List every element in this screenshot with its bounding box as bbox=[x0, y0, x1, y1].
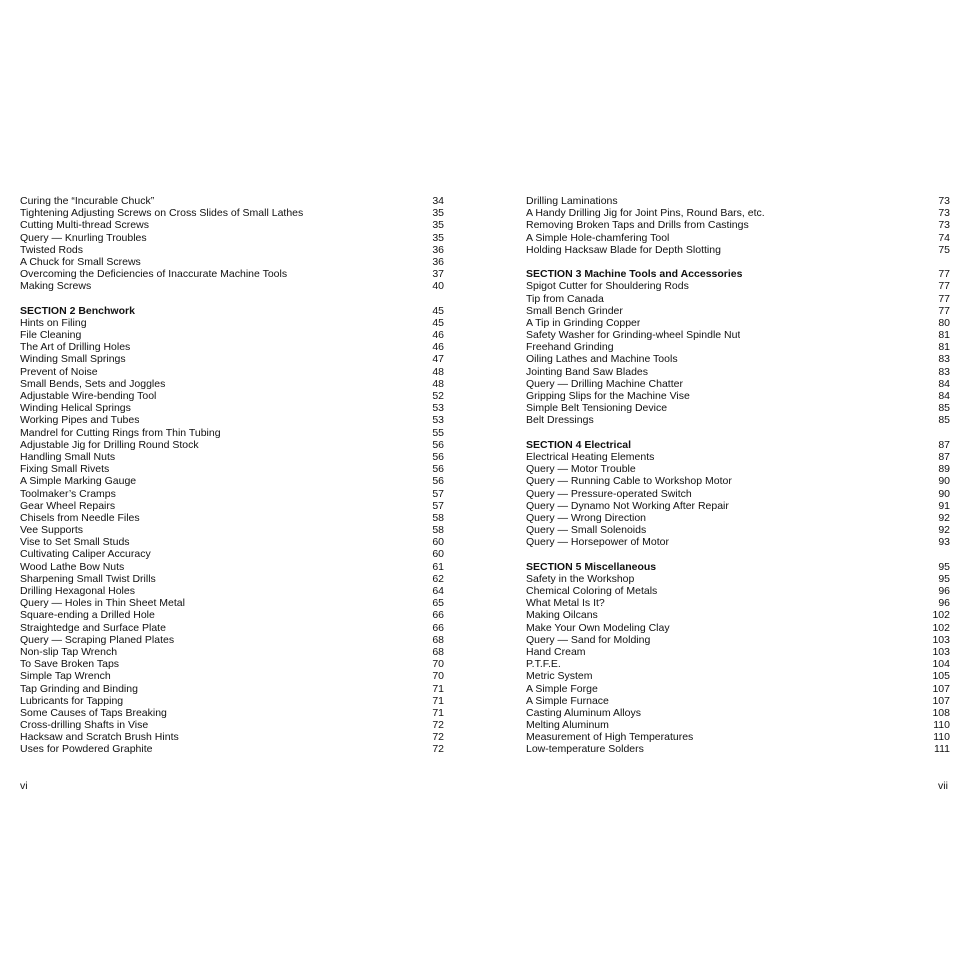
toc-entry bbox=[20, 670, 444, 682]
entry-title: Vise to Set Small Studs bbox=[20, 536, 130, 549]
entry-page-number: 73 bbox=[938, 207, 950, 220]
entry-page-number: 84 bbox=[938, 377, 950, 390]
entry-page-number: 84 bbox=[938, 390, 950, 402]
toc-entry bbox=[20, 451, 444, 463]
entry-title: Simple Tap Wrench bbox=[20, 670, 111, 683]
toc-entry bbox=[20, 317, 444, 329]
entry-page-number: 77 bbox=[938, 304, 950, 317]
entry-title: Query — Running Cable to Workshop Motor bbox=[526, 475, 732, 488]
section-title: SECTION 3 Machine Tools and Accessories bbox=[526, 268, 743, 281]
entry-title: Removing Broken Taps and Drills from Castings bbox=[526, 219, 749, 232]
entry-page-number: 65 bbox=[432, 597, 444, 610]
entry-title: Jointing Band Saw Blades bbox=[526, 365, 648, 378]
entry-page-number: 85 bbox=[938, 414, 950, 427]
toc-entry bbox=[526, 609, 950, 621]
entry-page-number: 52 bbox=[432, 390, 444, 402]
entry-title: Query — Holes in Thin Sheet Metal bbox=[20, 597, 185, 610]
entry-title: Query — Drilling Machine Chatter bbox=[526, 377, 683, 390]
entry-title: Drilling Hexagonal Holes bbox=[20, 585, 135, 597]
toc-spacer bbox=[20, 293, 444, 305]
entry-title: Making Screws bbox=[20, 280, 92, 293]
entry-page-number: 66 bbox=[432, 621, 444, 634]
entry-page-number: 37 bbox=[432, 268, 444, 281]
entry-page-number: 95 bbox=[938, 560, 950, 573]
entry-page-number: 87 bbox=[938, 438, 950, 451]
toc-entry bbox=[20, 280, 444, 292]
entry-page-number: 93 bbox=[938, 536, 950, 549]
toc-entry bbox=[20, 207, 444, 219]
toc-entry bbox=[20, 475, 444, 487]
entry-title: Gripping Slips for the Machine Vise bbox=[526, 390, 690, 402]
toc-entry bbox=[526, 341, 950, 353]
entry-page-number: 91 bbox=[938, 499, 950, 512]
entry-page-number: 60 bbox=[432, 536, 444, 549]
toc-entry bbox=[20, 256, 444, 268]
entry-title: Square-ending a Drilled Hole bbox=[20, 609, 155, 622]
entry-title: Query — Sand for Molding bbox=[526, 633, 651, 646]
entry-title: Mandrel for Cutting Rings from Thin Tubing bbox=[20, 426, 221, 439]
toc-list-right bbox=[526, 195, 950, 756]
entry-title: Curing the “Incurable Chuck” bbox=[20, 195, 155, 207]
toc-entry bbox=[526, 244, 950, 256]
entry-page-number: 77 bbox=[938, 280, 950, 293]
toc-entry bbox=[20, 573, 444, 585]
toc-entry bbox=[20, 561, 444, 573]
toc-entry bbox=[526, 743, 950, 755]
toc-entry bbox=[20, 622, 444, 634]
entry-page-number: 56 bbox=[432, 463, 444, 476]
entry-title: A Simple Marking Gauge bbox=[20, 475, 137, 488]
entry-title: Fixing Small Rivets bbox=[20, 463, 110, 476]
toc-entry bbox=[20, 646, 444, 658]
entry-title: Query — Small Solenoids bbox=[526, 524, 647, 537]
toc-entry bbox=[526, 536, 950, 548]
entry-page-number: 46 bbox=[432, 329, 444, 342]
entry-page-number: 34 bbox=[432, 195, 444, 207]
entry-title: Uses for Powdered Graphite bbox=[20, 743, 153, 756]
entry-title: Lubricants for Tapping bbox=[20, 694, 124, 707]
toc-entry bbox=[526, 622, 950, 634]
entry-page-number: 107 bbox=[932, 694, 950, 707]
entry-page-number: 40 bbox=[432, 280, 444, 293]
entry-title: Safety in the Workshop bbox=[526, 572, 635, 585]
entry-page-number: 75 bbox=[938, 243, 950, 256]
entry-title: Hand Cream bbox=[526, 645, 586, 658]
entry-page-number: 60 bbox=[432, 548, 444, 561]
toc-entry bbox=[20, 524, 444, 536]
entry-page-number: 71 bbox=[432, 682, 444, 695]
entry-title: Freehand Grinding bbox=[526, 341, 614, 354]
toc-entry bbox=[526, 573, 950, 585]
entry-page-number: 73 bbox=[938, 195, 950, 207]
toc-section-heading bbox=[526, 439, 950, 451]
entry-page-number: 90 bbox=[938, 475, 950, 488]
entry-page-number: 71 bbox=[432, 694, 444, 707]
toc-entry bbox=[526, 232, 950, 244]
entry-page-number: 62 bbox=[432, 572, 444, 585]
toc-spacer bbox=[526, 427, 950, 439]
toc-entry bbox=[20, 268, 444, 280]
entry-title: A Tip in Grinding Copper bbox=[526, 316, 641, 329]
toc-entry bbox=[20, 390, 444, 402]
entry-page-number: 70 bbox=[432, 670, 444, 683]
toc-entry bbox=[526, 719, 950, 731]
entry-title: Query — Wrong Direction bbox=[526, 511, 647, 524]
toc-entry bbox=[20, 219, 444, 231]
entry-page-number: 89 bbox=[938, 463, 950, 476]
toc-section-heading bbox=[526, 268, 950, 280]
toc-entry bbox=[20, 329, 444, 341]
toc-entry bbox=[526, 683, 950, 695]
entry-title: Hints on Filing bbox=[20, 316, 87, 329]
toc-entry bbox=[20, 488, 444, 500]
entry-page-number: 70 bbox=[432, 658, 444, 671]
entry-title: Some Causes of Taps Breaking bbox=[20, 706, 167, 719]
section-title: SECTION 4 Electrical bbox=[526, 438, 632, 451]
entry-page-number: 74 bbox=[938, 231, 950, 244]
entry-page-number: 58 bbox=[432, 524, 444, 537]
entry-title: Metric System bbox=[526, 670, 593, 683]
entry-title: Query — Horsepower of Motor bbox=[526, 536, 669, 549]
entry-title: Melting Aluminum bbox=[526, 719, 609, 732]
toc-section-heading bbox=[20, 305, 444, 317]
entry-title: Query — Pressure-operated Switch bbox=[526, 487, 692, 500]
toc-entry bbox=[20, 695, 444, 707]
toc-entry bbox=[20, 634, 444, 646]
entry-title: Belt Dressings bbox=[526, 414, 594, 427]
entry-title: Oiling Lathes and Machine Tools bbox=[526, 353, 678, 366]
entry-title: Working Pipes and Tubes bbox=[20, 414, 140, 427]
toc-entry bbox=[526, 317, 950, 329]
entry-page-number: 68 bbox=[432, 645, 444, 658]
toc-entry bbox=[526, 305, 950, 317]
toc-entry bbox=[20, 707, 444, 719]
entry-page-number: 45 bbox=[432, 316, 444, 329]
entry-page-number: 66 bbox=[432, 609, 444, 622]
entry-page-number: 96 bbox=[938, 597, 950, 610]
toc-entry bbox=[526, 219, 950, 231]
entry-page-number: 103 bbox=[932, 633, 950, 646]
toc-entry bbox=[526, 524, 950, 536]
entry-page-number: 68 bbox=[432, 633, 444, 646]
toc-entry bbox=[20, 512, 444, 524]
entry-page-number: 105 bbox=[932, 670, 950, 683]
section-title: SECTION 5 Miscellaneous bbox=[526, 560, 657, 573]
entry-page-number: 64 bbox=[432, 585, 444, 597]
entry-title: Cutting Multi-thread Screws bbox=[20, 219, 149, 232]
entry-page-number: 102 bbox=[932, 609, 950, 622]
toc-entry bbox=[20, 683, 444, 695]
entry-page-number: 48 bbox=[432, 365, 444, 378]
toc-entry bbox=[20, 609, 444, 621]
entry-page-number: 73 bbox=[938, 219, 950, 232]
entry-page-number: 56 bbox=[432, 438, 444, 451]
toc-entry bbox=[526, 207, 950, 219]
entry-page-number: 36 bbox=[432, 243, 444, 256]
toc-entry bbox=[526, 329, 950, 341]
toc-entry bbox=[526, 280, 950, 292]
entry-page-number: 92 bbox=[938, 524, 950, 537]
toc-list-left bbox=[20, 195, 444, 756]
entry-page-number: 90 bbox=[938, 487, 950, 500]
entry-title: The Art of Drilling Holes bbox=[20, 341, 131, 354]
toc-entry bbox=[526, 585, 950, 597]
entry-page-number: 71 bbox=[432, 706, 444, 719]
entry-title: Chisels from Needle Files bbox=[20, 511, 140, 524]
toc-entry bbox=[20, 536, 444, 548]
toc-entry bbox=[526, 707, 950, 719]
entry-title: Straightedge and Surface Plate bbox=[20, 621, 166, 634]
entry-page-number: 35 bbox=[432, 231, 444, 244]
toc-spacer bbox=[526, 548, 950, 560]
toc-entry bbox=[526, 353, 950, 365]
toc-entry bbox=[526, 366, 950, 378]
entry-title: Handling Small Nuts bbox=[20, 450, 116, 463]
entry-title: Safety Washer for Grinding-wheel Spindle Nut bbox=[526, 329, 741, 342]
toc-entry bbox=[20, 341, 444, 353]
toc-entry bbox=[20, 743, 444, 755]
entry-title: Prevent of Noise bbox=[20, 365, 98, 378]
entry-title: Cross-drilling Shafts in Vise bbox=[20, 719, 149, 732]
toc-entry bbox=[526, 597, 950, 609]
entry-title: Toolmaker’s Cramps bbox=[20, 487, 116, 500]
entry-page-number: 111 bbox=[934, 743, 950, 756]
page-number-right: vii bbox=[938, 780, 948, 792]
entry-title: Small Bench Grinder bbox=[526, 304, 623, 317]
toc-entry bbox=[526, 670, 950, 682]
toc-entry bbox=[20, 378, 444, 390]
entry-title: Gear Wheel Repairs bbox=[20, 499, 116, 512]
toc-entry bbox=[20, 402, 444, 414]
toc-entry bbox=[20, 232, 444, 244]
toc-entry bbox=[526, 488, 950, 500]
toc-entry bbox=[526, 195, 950, 207]
entry-page-number: 57 bbox=[432, 499, 444, 512]
entry-title: Non-slip Tap Wrench bbox=[20, 645, 118, 658]
toc-entry bbox=[20, 244, 444, 256]
entry-title: P.T.F.E. bbox=[526, 658, 561, 671]
entry-title: Simple Belt Tensioning Device bbox=[526, 402, 668, 415]
entry-title: Electrical Heating Elements bbox=[526, 450, 655, 463]
page-number-left: vi bbox=[20, 780, 28, 792]
toc-entry bbox=[526, 390, 950, 402]
entry-title: Query — Dynamo Not Working After Repair bbox=[526, 499, 729, 512]
entry-page-number: 92 bbox=[938, 511, 950, 524]
section-title: SECTION 2 Benchwork bbox=[20, 304, 135, 317]
entry-page-number: 72 bbox=[432, 731, 444, 744]
entry-title: A Simple Furnace bbox=[526, 694, 609, 707]
entry-title: Make Your Own Modeling Clay bbox=[526, 621, 670, 634]
entry-page-number: 48 bbox=[432, 377, 444, 390]
toc-entry bbox=[526, 463, 950, 475]
toc-entry bbox=[526, 658, 950, 670]
entry-title: Adjustable Wire-bending Tool bbox=[20, 390, 157, 402]
entry-page-number: 85 bbox=[938, 402, 950, 415]
toc-entry bbox=[526, 475, 950, 487]
entry-title: A Simple Hole-chamfering Tool bbox=[526, 231, 670, 244]
toc-entry bbox=[526, 731, 950, 743]
entry-page-number: 87 bbox=[938, 450, 950, 463]
entry-title: Drilling Laminations bbox=[526, 195, 618, 207]
entry-page-number: 107 bbox=[932, 682, 950, 695]
toc-entry bbox=[526, 695, 950, 707]
entry-title: Chemical Coloring of Metals bbox=[526, 585, 658, 597]
right-page bbox=[526, 195, 950, 756]
entry-title: Query — Motor Trouble bbox=[526, 463, 636, 476]
toc-entry bbox=[20, 548, 444, 560]
toc-spacer bbox=[526, 256, 950, 268]
entry-page-number: 45 bbox=[432, 304, 444, 317]
entry-title: Low-temperature Solders bbox=[526, 743, 644, 756]
entry-title: Wood Lathe Bow Nuts bbox=[20, 560, 125, 573]
toc-entry bbox=[20, 427, 444, 439]
entry-page-number: 61 bbox=[432, 560, 444, 573]
entry-title: Measurement of High Temperatures bbox=[526, 731, 694, 744]
entry-page-number: 110 bbox=[933, 719, 950, 732]
entry-title: Winding Helical Springs bbox=[20, 402, 131, 415]
toc-entry bbox=[526, 512, 950, 524]
entry-page-number: 77 bbox=[938, 292, 950, 305]
entry-page-number: 102 bbox=[932, 621, 950, 634]
entry-title: Cultivating Caliper Accuracy bbox=[20, 548, 151, 561]
entry-page-number: 81 bbox=[938, 329, 950, 342]
entry-page-number: 35 bbox=[432, 219, 444, 232]
entry-page-number: 72 bbox=[432, 719, 444, 732]
entry-page-number: 57 bbox=[432, 487, 444, 500]
toc-entry bbox=[20, 658, 444, 670]
toc-entry bbox=[526, 414, 950, 426]
entry-page-number: 103 bbox=[932, 645, 950, 658]
toc-entry bbox=[526, 646, 950, 658]
toc-entry bbox=[20, 719, 444, 731]
entry-title: Sharpening Small Twist Drills bbox=[20, 572, 156, 585]
toc-entry bbox=[20, 585, 444, 597]
entry-title: Tip from Canada bbox=[526, 292, 604, 305]
entry-page-number: 72 bbox=[432, 743, 444, 756]
entry-title: What Metal Is It? bbox=[526, 597, 605, 610]
toc-entry bbox=[526, 451, 950, 463]
entry-page-number: 58 bbox=[432, 511, 444, 524]
entry-page-number: 80 bbox=[938, 316, 950, 329]
entry-title: Spigot Cutter for Shouldering Rods bbox=[526, 280, 689, 293]
entry-page-number: 81 bbox=[938, 341, 950, 354]
toc-entry bbox=[526, 378, 950, 390]
toc-entry bbox=[526, 500, 950, 512]
entry-title: Casting Aluminum Alloys bbox=[526, 706, 641, 719]
entry-page-number: 53 bbox=[432, 402, 444, 415]
entry-page-number: 46 bbox=[432, 341, 444, 354]
entry-page-number: 104 bbox=[932, 658, 950, 671]
entry-title: Query — Scraping Planed Plates bbox=[20, 633, 175, 646]
entry-title: To Save Broken Taps bbox=[20, 658, 120, 671]
toc-entry bbox=[20, 195, 444, 207]
entry-title: Overcoming the Deficiencies of Inaccurate Machine Tools bbox=[20, 268, 288, 281]
entry-page-number: 83 bbox=[938, 365, 950, 378]
entry-page-number: 55 bbox=[432, 426, 444, 439]
entry-title: Holding Hacksaw Blade for Depth Slotting bbox=[526, 243, 721, 256]
toc-entry bbox=[20, 731, 444, 743]
entry-page-number: 56 bbox=[432, 475, 444, 488]
entry-title: Hacksaw and Scratch Brush Hints bbox=[20, 731, 179, 744]
entry-page-number: 110 bbox=[933, 731, 950, 744]
entry-title: A Handy Drilling Jig for Joint Pins, Round Bars, etc. bbox=[526, 207, 765, 220]
entry-page-number: 53 bbox=[432, 414, 444, 427]
toc-entry bbox=[526, 293, 950, 305]
entry-title: Vee Supports bbox=[20, 524, 84, 537]
entry-title: A Simple Forge bbox=[526, 682, 598, 695]
toc-entry bbox=[20, 353, 444, 365]
toc-entry bbox=[20, 597, 444, 609]
entry-title: Small Bends, Sets and Joggles bbox=[20, 377, 166, 390]
entry-title: Adjustable Jig for Drilling Round Stock bbox=[20, 438, 199, 451]
toc-entry bbox=[20, 500, 444, 512]
entry-title: Tap Grinding and Binding bbox=[20, 682, 138, 695]
entry-page-number: 83 bbox=[938, 353, 950, 366]
entry-page-number: 35 bbox=[432, 207, 444, 220]
toc-entry bbox=[20, 366, 444, 378]
entry-page-number: 36 bbox=[432, 255, 444, 268]
entry-title: Making Oilcans bbox=[526, 609, 598, 622]
entry-page-number: 108 bbox=[932, 706, 950, 719]
entry-page-number: 47 bbox=[432, 353, 444, 366]
toc-section-heading bbox=[526, 561, 950, 573]
left-page bbox=[20, 195, 444, 756]
entry-title: A Chuck for Small Screws bbox=[20, 255, 141, 268]
entry-title: Twisted Rods bbox=[20, 243, 84, 256]
toc-entry bbox=[526, 634, 950, 646]
toc-entry bbox=[526, 402, 950, 414]
entry-title: Winding Small Springs bbox=[20, 353, 126, 366]
entry-page-number: 56 bbox=[432, 450, 444, 463]
entry-title: File Cleaning bbox=[20, 329, 82, 342]
entry-page-number: 95 bbox=[938, 572, 950, 585]
entry-page-number: 77 bbox=[938, 268, 950, 281]
entry-page-number: 96 bbox=[938, 585, 950, 597]
toc-entry bbox=[20, 439, 444, 451]
entry-title: Tightening Adjusting Screws on Cross Slides of Small Lathes bbox=[20, 207, 304, 220]
entry-title: Query — Knurling Troubles bbox=[20, 231, 147, 244]
toc-entry bbox=[20, 414, 444, 426]
toc-entry bbox=[20, 463, 444, 475]
